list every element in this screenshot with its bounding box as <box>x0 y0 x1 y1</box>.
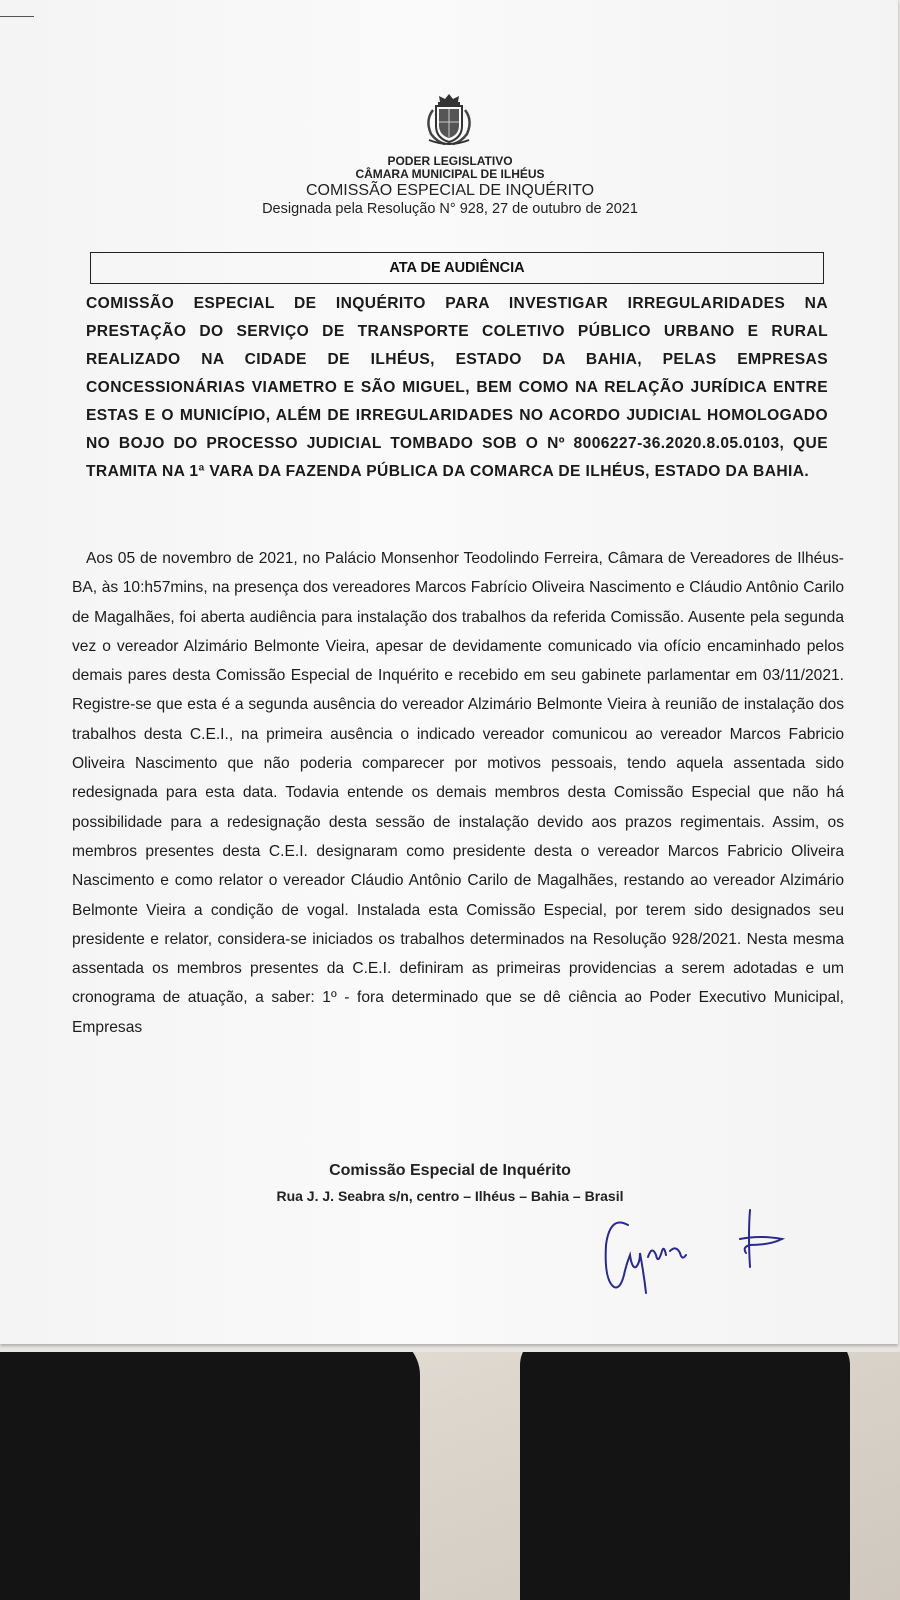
header-line-4: Designada pela Resolução N° 928, 27 de outubro de 2021 <box>262 201 638 217</box>
document-header <box>200 154 700 219</box>
header-line-3: COMISSÃO ESPECIAL DE INQUÉRITO <box>305 182 595 199</box>
municipal-crest-icon <box>419 90 479 148</box>
document-footer <box>240 1158 660 1208</box>
body-paragraph: Aos 05 de novembro de 2021, no Palácio Monsenhor Teodolindo Ferreira, Câmara de Vereadores de Ilhéus-BA, às 10:h57mins, na presença dos vereadores Marcos Fabrício Oliveira Nascimento e Cláudio Antônio Carilo de Magalhães, foi aberta audiência para instalação dos trabalhos da referida Comissão. Ausente pela segunda vez o vereador Alzimário Belmonte Vieira, apesar de devidamente comunicado via ofício encaminhado pelos demais pares desta Comissão Especial de Inquérito e recebido em seu gabinete parlamentar em 03/11/2021. Registre-se que esta é a segunda ausência do vereador Alzimário Belmonte Vieira à reunião de instalação dos trabalhos desta C.E.I., na primeira ausência o indicado vereador comunicou ao vereador Marcos Fabricio Oliveira Nascimento que não poderia comparecer por motivos pessoais, tendo aquela assentada sido redesignada para esta data. Todavia entende os demais membros desta Comissão Especial que não há possibilidade para a redesignação desta sessão de instalação devido aos prazos regimentais. Assim, os membros presentes desta C.E.I. designaram como presidente desta o vereador Marcos Fabricio Oliveira Nascimento e como relator o vereador Cláudio Antônio Carilo de Magalhães, restando ao vereador Alzimário Belmonte Vieira a condição de vogal. Instalada esta Comissão Especial, por terem sido designados seu presidente e relator, considera-se iniciados os trabalhos determinados na Resolução 928/2021. Nesta mesma assentada os membros presentes da C.E.I. definiram as primeiras providencias a serem adotadas e um cronograma de atuação, a saber: 1º - fora determinado que se dê ciência ao Poder Executivo Municipal, Empresas <box>72 550 844 1036</box>
right-leg <box>520 1335 850 1600</box>
ata-title-box <box>90 252 824 284</box>
footer-address: Rua J. J. Seabra s/n, centro – Ilhéus – Bahia – Brasil <box>276 1188 624 1204</box>
left-leg <box>0 1335 420 1600</box>
subject-paragraph: COMISSÃO ESPECIAL DE INQUÉRITO PARA INVESTIGAR IRREGULARIDADES NA PRESTAÇÃO DO SERVIÇO DE TRANSPORTE COLETIVO PÚBLICO URBANO E RURAL REALIZADO NA CIDADE DE ILHÉUS, ESTADO DA BAHIA, PELAS EMPRESAS CONCESSIONÁRIAS VIAMETRO E SÃO MIGUEL, BEM COMO NA RELAÇÃO JURÍDICA ENTRE ESTAS E O MUNICÍPIO, ALÉM DE IRREGULARIDADES NO ACORDO JUDICIAL HOMOLOGADO NO BOJO DO PROCESSO JUDICIAL TOMBADO SOB O Nº 8006227-36.2020.8.05.0103, QUE TRAMITA NA 1ª VARA DA FAZENDA PÚBLICA DA COMARCA DE ILHÉUS, ESTADO DA BAHIA. <box>86 295 828 480</box>
ata-title: ATA DE AUDIÊNCIA <box>389 260 525 276</box>
header-line-1: PODER LEGISLATIVO <box>387 154 513 168</box>
footer-name: Comissão Especial de Inquérito <box>329 1162 571 1179</box>
handwritten-signature <box>600 1195 800 1305</box>
header-line-2: CÂMARA MUNICIPAL DE ILHÉUS <box>355 167 545 181</box>
corner-mark <box>0 16 34 17</box>
